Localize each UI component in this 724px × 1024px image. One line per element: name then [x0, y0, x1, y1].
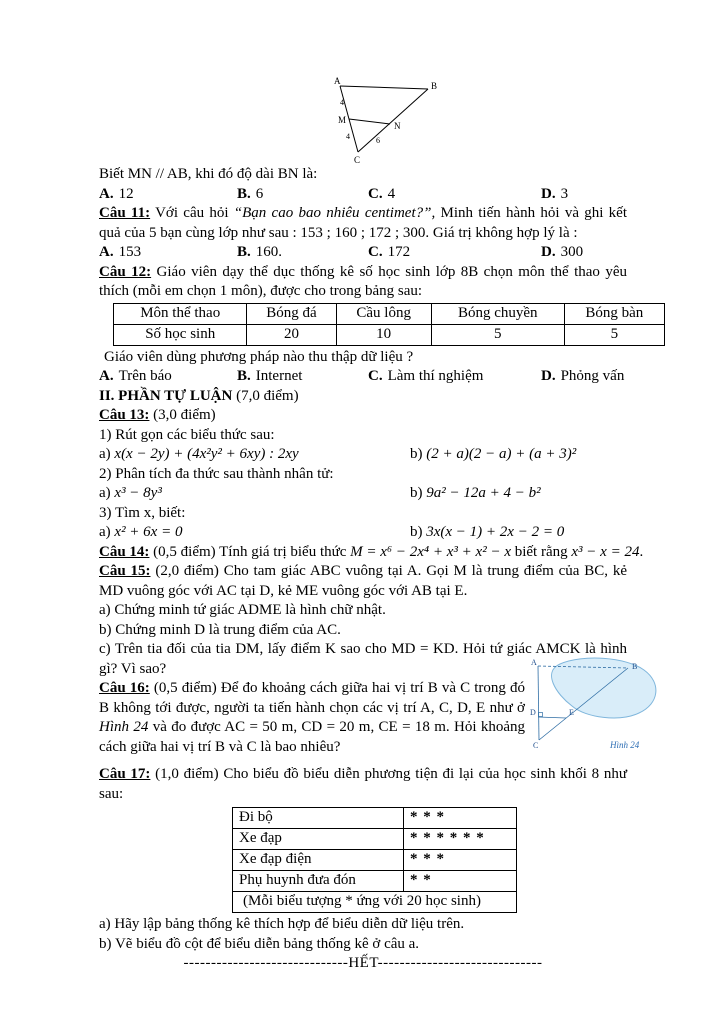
q13-part3-items — [99, 523, 627, 543]
h24-point-b: B — [632, 662, 638, 671]
q17-part-a: a) Hãy lập bảng thống kê thích hợp để biểu diễn dữ liệu trên. — [99, 916, 465, 932]
table-cell: 5 — [564, 324, 664, 345]
option-letter: C. — [368, 185, 383, 202]
exercise-item — [99, 523, 410, 543]
exercise-item — [410, 445, 627, 465]
table-header-cell: Bóng chuyền — [431, 303, 564, 324]
question-number: Câu 17: — [99, 766, 151, 782]
math-expression: 9a² − 12a + 4 − b² — [426, 485, 541, 501]
q15-part-a: a) Chứng minh tứ giác ADME là hình chữ nhật. — [99, 602, 386, 618]
math-expression: 3x(x − 1) + 2x − 2 = 0 — [426, 524, 565, 540]
q14-text-end: . — [639, 543, 644, 560]
option-text: 4 — [387, 185, 396, 202]
point-label-c: C — [354, 155, 361, 165]
h24-point-a: A — [531, 658, 537, 667]
math-expression: x(x − 2y) + (4x²y² + 6xy) : 2xy — [114, 446, 299, 462]
q13-part1: 1) Rút gọn các biểu thức sau: — [99, 426, 275, 443]
table-header-cell: Cầu lông — [336, 303, 431, 324]
option-letter: B. — [237, 244, 251, 260]
question-number: Câu 11: — [99, 205, 151, 221]
option-text: Làm thí nghiệm — [387, 368, 484, 384]
table-header-cell: Bóng đá — [247, 303, 336, 324]
table-cell: 20 — [247, 324, 336, 345]
q13-points: (3,0 điểm) — [149, 407, 216, 423]
question-number: Câu 16: — [99, 680, 150, 696]
section-points: (7,0 điểm) — [232, 387, 299, 404]
exercise-item — [410, 484, 627, 504]
table-row — [233, 871, 517, 892]
question-number: Câu 14: — [99, 543, 150, 560]
option-text: 153 — [118, 244, 142, 260]
q15-text: (2,0 điểm) Cho tam giác ABC vuông tại A. Gọi M là trung điểm của BC, kẻ MD vuông góc với AC tại D, kẻ ME vuông góc với AB tại E. — [99, 563, 628, 599]
answer-option — [237, 243, 368, 263]
q14-stem — [99, 543, 644, 563]
q13-part2-items — [99, 484, 627, 504]
option-text: 160. — [255, 244, 283, 260]
exercise-item — [99, 484, 410, 504]
transport-label: Đi bộ — [233, 808, 404, 829]
q11-text-post: Minh tiến hành hỏi và ghi kết quả của 5 bạn cùng lớp như sau : 153 ; 160 ; 172 ; 300. Giá trị không hợp lý là : — [99, 205, 627, 241]
answer-option — [237, 185, 368, 205]
math-expression: (2 + a)(2 − a) + (a + 3)² — [426, 446, 577, 462]
answer-option — [368, 367, 541, 387]
answer-option — [99, 367, 237, 387]
option-letter: D. — [541, 244, 556, 260]
exam-body — [99, 165, 644, 974]
q13-header — [99, 406, 627, 426]
q14-text-mid: biết rằng — [510, 543, 572, 560]
math-expression: M = x⁶ − 2x⁴ + x³ + x² − x — [350, 543, 511, 560]
item-tag: b) — [410, 524, 427, 540]
measure-mc: 4 — [346, 132, 350, 141]
option-letter: D. — [541, 185, 556, 202]
option-text: 3 — [560, 185, 569, 202]
end-of-exam-marker: ------------------------------HẾT------------------------------ — [183, 955, 543, 971]
figure-reference: Hình 24 — [99, 719, 149, 735]
h24-point-d: D — [530, 708, 536, 717]
section-title-text: II. PHẦN TỰ LUẬN — [99, 387, 233, 404]
option-letter: C. — [368, 244, 383, 260]
answer-option — [99, 243, 237, 263]
section-title — [99, 387, 627, 407]
table-row — [233, 808, 517, 829]
option-text: Phỏng vấn — [560, 368, 625, 384]
pictogram-note: (Mỗi biểu tượng * ứng với 20 học sinh) — [233, 892, 517, 913]
math-expression: x³ − x = 24 — [571, 543, 640, 560]
transport-label: Xe đạp điện — [233, 850, 404, 871]
q14-text-pre: (0,5 điểm) Tính giá trị biểu thức — [149, 543, 351, 560]
measure-am: 4 — [340, 98, 344, 107]
answer-option — [541, 243, 627, 263]
q12-options — [99, 367, 627, 387]
transport-label: Xe đạp — [233, 829, 404, 850]
pictogram-stars: * * * — [404, 850, 517, 871]
point-label-n: N — [394, 121, 401, 131]
point-label-m: M — [338, 115, 347, 125]
q16-stem — [99, 679, 525, 757]
table-header-cell: Bóng bàn — [564, 303, 664, 324]
option-letter: A. — [99, 185, 114, 202]
answer-option — [368, 185, 541, 205]
question-number: Câu 12: — [99, 263, 152, 280]
q13-part2: 2) Phân tích đa thức sau thành nhân tử: — [99, 465, 334, 482]
option-text: 6 — [255, 185, 264, 202]
pictogram-stars: * * — [404, 871, 517, 892]
q15-stem — [99, 562, 627, 601]
triangle-figure — [328, 76, 443, 166]
answer-option — [237, 367, 368, 387]
measure-nc: 6 — [376, 136, 380, 145]
q10-stem: Biết MN // AB, khi đó độ dài BN là: — [99, 166, 318, 182]
table-cell: 10 — [336, 324, 431, 345]
pictogram-table — [232, 807, 517, 913]
option-text: Internet — [255, 368, 303, 384]
q11-quote: “Bạn cao bao nhiêu centimet?”, — [233, 205, 436, 221]
table-row — [233, 829, 517, 850]
item-tag: b) — [410, 485, 427, 501]
q11-stem — [99, 204, 627, 243]
pictogram-stars: * * * * * * — [404, 829, 517, 850]
answer-option — [541, 367, 627, 387]
h24-point-e: E — [569, 708, 574, 717]
option-letter: C. — [368, 368, 383, 384]
option-letter: B. — [237, 185, 251, 202]
table-row — [233, 892, 517, 913]
h24-point-c: C — [533, 741, 539, 750]
point-label-a: A — [334, 76, 341, 86]
q17-stem — [99, 765, 627, 804]
q13-part3: 3) Tìm x, biết: — [99, 504, 186, 521]
q11-options — [99, 243, 627, 263]
table-header-cell: Môn thể thao — [114, 303, 247, 324]
q17-part-b: b) Vẽ biểu đồ cột để biểu diễn bảng thống kê ở câu a. — [99, 935, 420, 952]
q10-options — [99, 185, 627, 205]
math-expression: x³ − 8y³ — [114, 485, 162, 501]
option-text: 12 — [118, 185, 134, 202]
option-text: Trên báo — [118, 368, 172, 384]
answer-option — [541, 185, 627, 205]
exercise-item — [410, 523, 627, 543]
answer-option — [368, 243, 541, 263]
option-letter: A. — [99, 244, 114, 260]
answer-option — [99, 185, 237, 205]
option-text: 172 — [387, 244, 411, 260]
h24-caption: Hình 24 — [610, 740, 640, 750]
q16-text-pre: (0,5 điểm) Để đo khoảng cách giữa hai vị trí B và C trong đó B không tới được, người ta tiến hành chọn các vị trí A, C, D, E như ở — [99, 680, 526, 716]
q12-question: Giáo viên dùng phương pháp nào thu thập dữ liệu ? — [104, 348, 414, 365]
question-number: Câu 13: — [99, 407, 150, 423]
item-tag: a) — [99, 446, 115, 462]
transport-label: Phụ huynh đưa đón — [233, 871, 404, 892]
sport-statistics-table — [113, 303, 665, 346]
math-expression: x² + 6x = 0 — [114, 524, 183, 540]
option-letter: B. — [237, 368, 251, 384]
q11-text-pre: Với câu hỏi — [150, 205, 234, 221]
q16-text-post: và đo được AC = 50 m, CD = 20 m, CE = 18 m. Hỏi khoảng cách giữa hai vị trí B và C là bao nhiêu? — [99, 719, 526, 755]
point-label-b: B — [431, 81, 438, 91]
table-cell: Số học sinh — [114, 324, 247, 345]
q15-part-c: c) Trên tia đối của tia DM, lấy điểm K sao cho MD = KD. Hỏi tứ giác AMCK là hình gì? Vì sao? — [99, 641, 627, 677]
q15-part-b: b) Chứng minh D là trung điểm của AC. — [99, 621, 341, 638]
item-tag: a) — [99, 485, 115, 501]
q17-text: (1,0 điểm) Cho biểu đồ biểu diễn phương tiện đi lại của học sinh khối 8 như sau: — [99, 766, 627, 802]
option-letter: A. — [99, 368, 114, 384]
item-tag: b) — [410, 446, 427, 462]
option-letter: D. — [541, 368, 556, 384]
q13-part1-items — [99, 445, 627, 465]
item-tag: a) — [99, 524, 115, 540]
q12-text: Giáo viên dạy thể dục thống kê số học sinh lớp 8B chọn môn thể thao yêu thích (mỗi em chọn 1 môn), được cho trong bảng sau: — [99, 263, 628, 299]
exercise-item — [99, 445, 410, 465]
table-row — [114, 303, 665, 324]
table-row — [114, 324, 665, 345]
option-text: 300 — [560, 244, 584, 260]
question-number: Câu 15: — [99, 563, 151, 579]
pictogram-stars: * * * — [404, 808, 517, 829]
table-row — [233, 850, 517, 871]
q12-stem — [99, 263, 627, 302]
table-cell: 5 — [431, 324, 564, 345]
